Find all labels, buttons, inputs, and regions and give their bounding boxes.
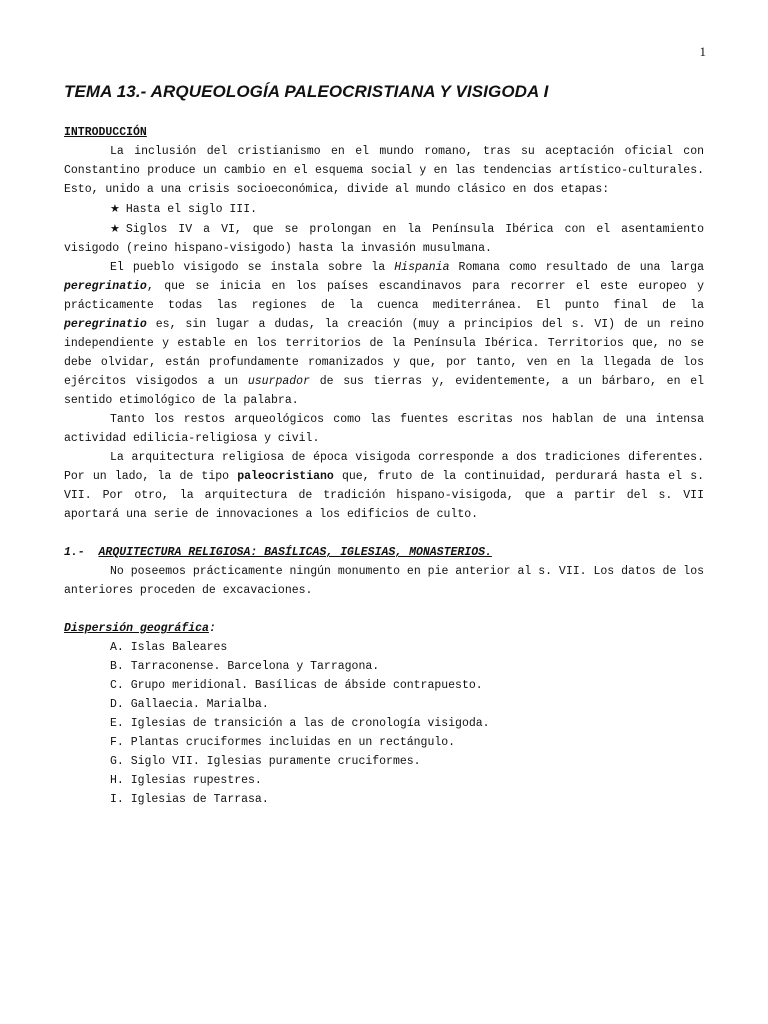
list-item: G. Siglo VII. Iglesias puramente cruciformes.	[110, 755, 421, 768]
intro-heading	[64, 123, 704, 142]
list-item: F. Plantas cruciformes incluidas en un rectángulo.	[110, 736, 456, 749]
emphasis-peregrinatio: peregrinatio	[64, 280, 147, 293]
text-run: La arquitectura religiosa de época visigoda corresponde a dos tradiciones diferentes. Por un lado, la de tipo	[64, 451, 704, 483]
list-item: B. Tarraconense. Barcelona y Tarragona.	[110, 660, 380, 673]
intro-paragraph-3: Tanto los restos arqueológicos como las fuentes escritas nos hablan de una intensa actividad edilicia-religiosa y civil.	[64, 413, 704, 445]
emphasis-usurpador: usurpador	[247, 375, 310, 388]
text-run: Romana como resultado de una larga	[449, 261, 704, 274]
bullet-item-1	[64, 199, 704, 219]
bullet-item-1-text: Hasta el siglo III.	[125, 203, 257, 216]
text-run: es, sin lugar a dudas, la creación (muy a principios del s. VI) de un reino independiente y estable en los territorios de la Península Ibérica. Territorios que, no se debe olvidar, están profundamente romanizados y que, por tanto, ven en la llegada de los ejércitos visigodos a un	[64, 318, 704, 388]
list-item: I. Iglesias de Tarrasa.	[110, 793, 269, 806]
section-1-number: 1.-	[64, 546, 85, 559]
text-run: que, fruto de la continuidad, perdurará hasta el s. VII. Por otro, la arquitectura de tradición hispano-visigoda, que a partir del s. VII aportará una serie de innovaciones a los edificios de culto.	[64, 470, 704, 521]
list-item: C. Grupo meridional. Basílicas de ábside contrapuesto.	[110, 679, 483, 692]
emphasis-hispania: Hispania	[394, 261, 450, 274]
dispersion-heading	[64, 619, 704, 638]
dispersion-heading-text: Dispersión geográfica	[64, 622, 209, 635]
bullet-item-2-text: Siglos IV a VI, que se prolongan en la Península Ibérica con el asentamiento visigodo (reino hispano-visigodo) hasta la invasión musulmana.	[64, 223, 704, 255]
list-item: E. Iglesias de transición a las de cronología visigoda.	[110, 717, 490, 730]
dispersion-heading-colon: :	[208, 622, 216, 635]
list-item: D. Gallaecia. Marialba.	[110, 698, 269, 711]
list-item: A. Islas Baleares	[110, 641, 228, 654]
spacer	[64, 600, 704, 619]
page-number: 1	[699, 44, 706, 59]
section-1-title: ARQUITECTURA RELIGIOSA: BASÍLICAS, IGLESIAS, MONASTERIOS.	[98, 546, 492, 559]
page-title: TEMA 13.- ARQUEOLOGÍA PALEOCRISTIANA Y VISIGODA I	[64, 82, 549, 101]
emphasis-paleocristiano: paleocristiano	[237, 470, 334, 483]
star-bullet-icon: ★	[110, 202, 120, 215]
dispersion-list	[64, 638, 704, 809]
spacer	[64, 524, 704, 543]
list-item: H. Iglesias rupestres.	[110, 774, 262, 787]
text-run: , que se inicia en los países escandinavos para recorrer el este europeo y prácticamente todas las regiones de la cuenca mediterránea. El punto final de la	[64, 280, 704, 312]
intro-paragraph-1: La inclusión del cristianismo en el mundo romano, tras su aceptación oficial con Constantino produce un cambio en el esquema social y en las tendencias artístico-culturales. Esto, unido a una crisis socioeconómica, divide al mundo clásico en dos etapas:	[64, 145, 704, 196]
intro-heading-text: INTRODUCCIÓN	[64, 126, 147, 139]
bullet-item-2	[64, 219, 704, 258]
intro-paragraph-4	[64, 448, 704, 524]
section-1-heading	[64, 543, 704, 562]
text-run: de sus tierras y, evidentemente, a un bárbaro, en el sentido etimológico de la palabra.	[64, 375, 704, 407]
document-body	[64, 123, 704, 809]
star-bullet-icon: ★	[110, 222, 120, 235]
emphasis-peregrinatio: peregrinatio	[64, 318, 147, 331]
intro-paragraph-2	[64, 258, 704, 410]
section-1-paragraph: No poseemos prácticamente ningún monumento en pie anterior al s. VII. Los datos de los anteriores proceden de excavaciones.	[64, 565, 704, 597]
text-run: El pueblo visigodo se instala sobre la	[110, 261, 395, 274]
